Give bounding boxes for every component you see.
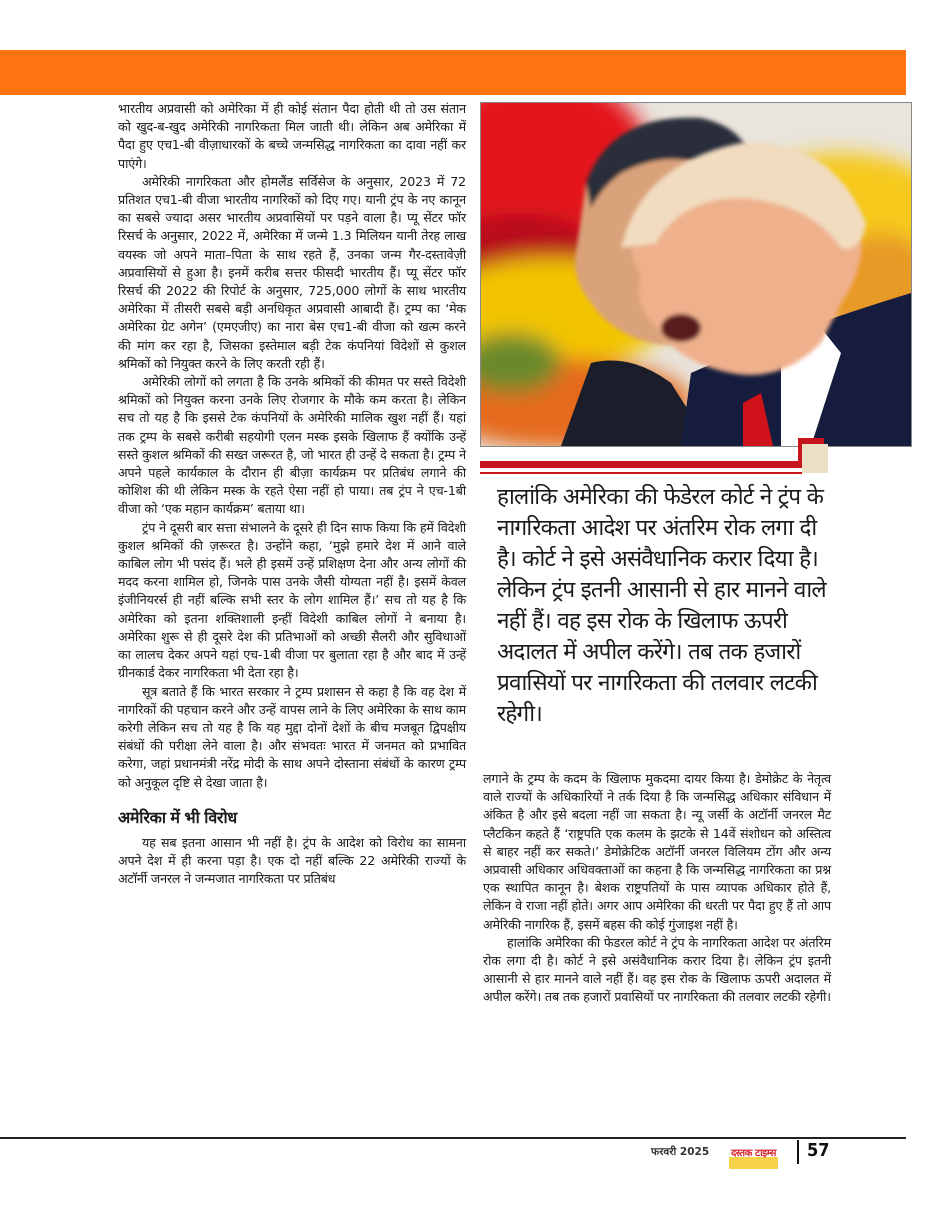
- decorative-thin-rule: [480, 472, 802, 474]
- decorative-red-rule: [480, 461, 802, 468]
- decorative-beige-square: [802, 444, 828, 473]
- page-number: 57: [807, 1140, 830, 1161]
- footer-divider: [797, 1140, 799, 1164]
- section-subheading: अमेरिका में भी विरोध: [118, 807, 237, 827]
- photo-illustration: [481, 103, 911, 446]
- header-color-bar: [0, 50, 906, 95]
- article-paragraph: अमेरिकी नागरिकता और होमलैंड सर्विसेज के अनुसार, 2023 में 72 प्रतिशत एच1-बी वीजा भारतीय नागरिकों को दिए गए। यानी ट्रंप के नए कानून का सबसे ज्यादा असर भारतीय अप्रवासियों पर पड़ने वाला है। प्यू सेंटर फॉर रिसर्च के अनुसार, 2022 में, अमेरिका में जन्मे 1.3 मिलियन यानी तेरह लाख वयस्क जो अपने माता–पिता के साथ रहते हैं, उनका जन्म गैर-दस्तावेज़ी अप्रवासियों से हुआ है। इनमें करीब सत्तर फीसदी भारतीय हैं। प्यू सेंटर फॉर रिसर्च की 2022 की रिपोर्ट के अनुसार, 725,000 लोगों के साथ भारतीय अमेरिका में तीसरी सबसे बड़ी अनधिकृत अप्रवासी आबादी हैं। ट्रम्प का ‘मेक अमेरिका ग्रेट अगेन’ (एमएजीए) का नारा बेस एच1-बी वीजा को खत्म करने की मांग कर रहा है, जिसका इस्तेमाल बड़ी टेक कंपनियां विदेशों से कुशल श्रमिकों को नियुक्त करने के लिए करती रही हैं।: [118, 173, 466, 371]
- article-paragraph: भारतीय अप्रवासी को अमेरिका में ही कोई संतान पैदा होती थी तो उस संतान को खुद-ब-खुद अमेरिकी नागरिकता मिल जाती थी। लेकिन अब अमेरिका में पैदा हुए एच1-बी वीज़ाधारकों के बच्चे जन्मसिद्ध नागरिकता का दावा नहीं कर पाएंगे।: [118, 101, 466, 171]
- publication-logo: दस्तक टाइम्स: [729, 1145, 778, 1169]
- right-column: [483, 770, 831, 1007]
- issue-date: फरवरी 2025: [651, 1146, 710, 1158]
- article-paragraph: अमेरिकी लोगों को लगता है कि उनके श्रमिकों की कीमत पर सस्ते विदेशी श्रमिकों को नियुक्त करना उनके लिए रोजगार के मौके कम करता है। लेकिन सच तो यह है कि इससे टेक कंपनियों के अमेरिकी मालिक खुश नहीं हैं। यहां तक ट्रम्प के सबसे करीबी सहयोगी एलन मस्क इसके खिलाफ हैं क्योंकि उन्हें सस्ते कुशल श्रमिकों की सख्त जरूरत है, जो भारत ही उन्हें दे सकता है। ट्रम्प ने अपने पहले कार्यकाल के दौरान ही बीज़ा कार्यक्रम पर प्रतिबंध लगाने की कोशिश की थी लेकिन मस्क के रहते ऐसा नहीं हो पाया। तब ट्रंप ने एच-1बी वीजा को ‘एक महान कार्यक्रम’ बताया था।: [118, 374, 466, 517]
- article-paragraph: यह सब इतना आसान भी नहीं है। ट्रंप के आदेश को विरोध का सामना अपने देश में ही करना पड़ा है। एक दो नहीं बल्कि 22 अमेरिकी राज्यों के अटॉर्नी जनरल ने जन्मजात नागरिकता पर प्रतिबंध: [118, 834, 466, 887]
- article-paragraph: हालांकि अमेरिका की फेडरल कोर्ट ने ट्रंप के नागरिकता आदेश पर अंतरिम रोक लगा दी है। कोर्ट ने इसे असंवैधानिक करार दिया है। लेकिन ट्रंप इतनी आसानी से हार मानने वाले नहीं हैं। वह इस रोक के खिलाफ ऊपरी अदालत में अपील करेंगे। तब तक हजारों प्रवासियों पर नागरिकता की तलवार लटकी रहेगी।: [483, 934, 831, 1005]
- footer-rule: [0, 1137, 906, 1139]
- pull-quote: हालांकि अमेरिका की फेडेरल कोर्ट ने ट्रंप के नागरिकता आदेश पर अंतरिम रोक लगा दी है। कोर्ट ने इसे असंवैधानिक करार दिया है। लेकिन ट्रंप इतनी आसानी से हार मानने वाले नहीं हैं। वह इस रोक के खिलाफ ऊपरी अदालत में अपील करेंगे। तब तक हजारों प्रवासियों पर नागरिकता की तलवार लटकी रहेगी।: [497, 484, 826, 727]
- article-paragraph: लगाने के ट्रम्प के कदम के खिलाफ मुकदमा दायर किया है। डेमोक्रेट के नेतृत्व वाले राज्यों के अधिकारियों ने तर्क दिया है कि जन्मसिद्ध अधिकार संविधान में अंकित है और इसे बदला नहीं जा सकता है। न्यू जर्सी के अटॉर्नी जनरल मैट प्लैटकिन कहते हैं ‘राष्ट्रपति एक कलम के झटके से 14वें संशोधन को अस्तित्व से बाहर नहीं कर सकते।’ डेमोक्रेटिक अटॉर्नी जनरल विलियम टोंग और अन्य अप्रवासी अधिकार अधिवक्ताओं का कहना है कि जन्मसिद्ध नागरिकता का प्रश्न एक स्थापित कानून है। बेशक राष्ट्रपतियों के पास व्यापक अधिकार होते हैं, लेकिन वे राजा नहीं होते। अगर आप अमेरिका की धरती पर पैदा हुए हैं तो आप अमेरिकी नागरिक हैं, इसमें बहस की कोई गुंजाइश नहीं है।: [483, 771, 831, 932]
- article-paragraph: ट्रंप ने दूसरी बार सत्ता संभालने के दूसरे ही दिन साफ किया कि हमें विदेशी कुशल श्रमिकों की ज़रूरत है। उन्होंने कहा, ‘मुझे हमारे देश में आने वाले काबिल लोग भी पसंद हैं। भले ही इसमें उन्हें प्रशिक्षण देना और अन्य लोगों की मदद करना शामिल हो, जिनके पास उनके जैसी योग्यता नहीं है। इसमें केवल इंजीनियरर्स ही नहीं बल्कि सभी स्तर के लोग शामिल हैं।’ सच तो यह है कि अमेरिका को इतना शक्तिशाली इन्हीं विदेशी काबिल लोगों ने बनाया है। अमेरिका शुरू से ही दूसरे देश की प्रतिभाओं को अच्छी सैलरी और सुविधाओं का लालच देकर अपने यहां एच-1बी वीजा पर बुलाता रहा है और बाद में उन्हें ग्रीनकार्ड देकर नागरिकता भी देता रहा है।: [118, 519, 466, 681]
- article-paragraph: सूत्र बताते हैं कि भारत सरकार ने ट्रम्प प्रशासन से कहा है कि वह देश में नागरिकों की पहचान करने और उन्हें वापस लाने के लिए अमेरिका के साथ काम करेगी लेकिन सच तो यह है कि यह मुद्दा दोनों देशों के बीच मजबूत द्विपक्षीय संबंधों की परीक्षा लेने वाला है। और संभवतः भारत में जनमत को प्रभावित करेगा, जहां प्रधानमंत्री नरेंद्र मोदी के साथ अपने दोस्ताना संबंधों के कारण ट्रम्प को अनुकूल दृष्टि से देखा जाता है।: [118, 683, 466, 790]
- left-column: [118, 100, 466, 888]
- article-photo: [480, 102, 912, 447]
